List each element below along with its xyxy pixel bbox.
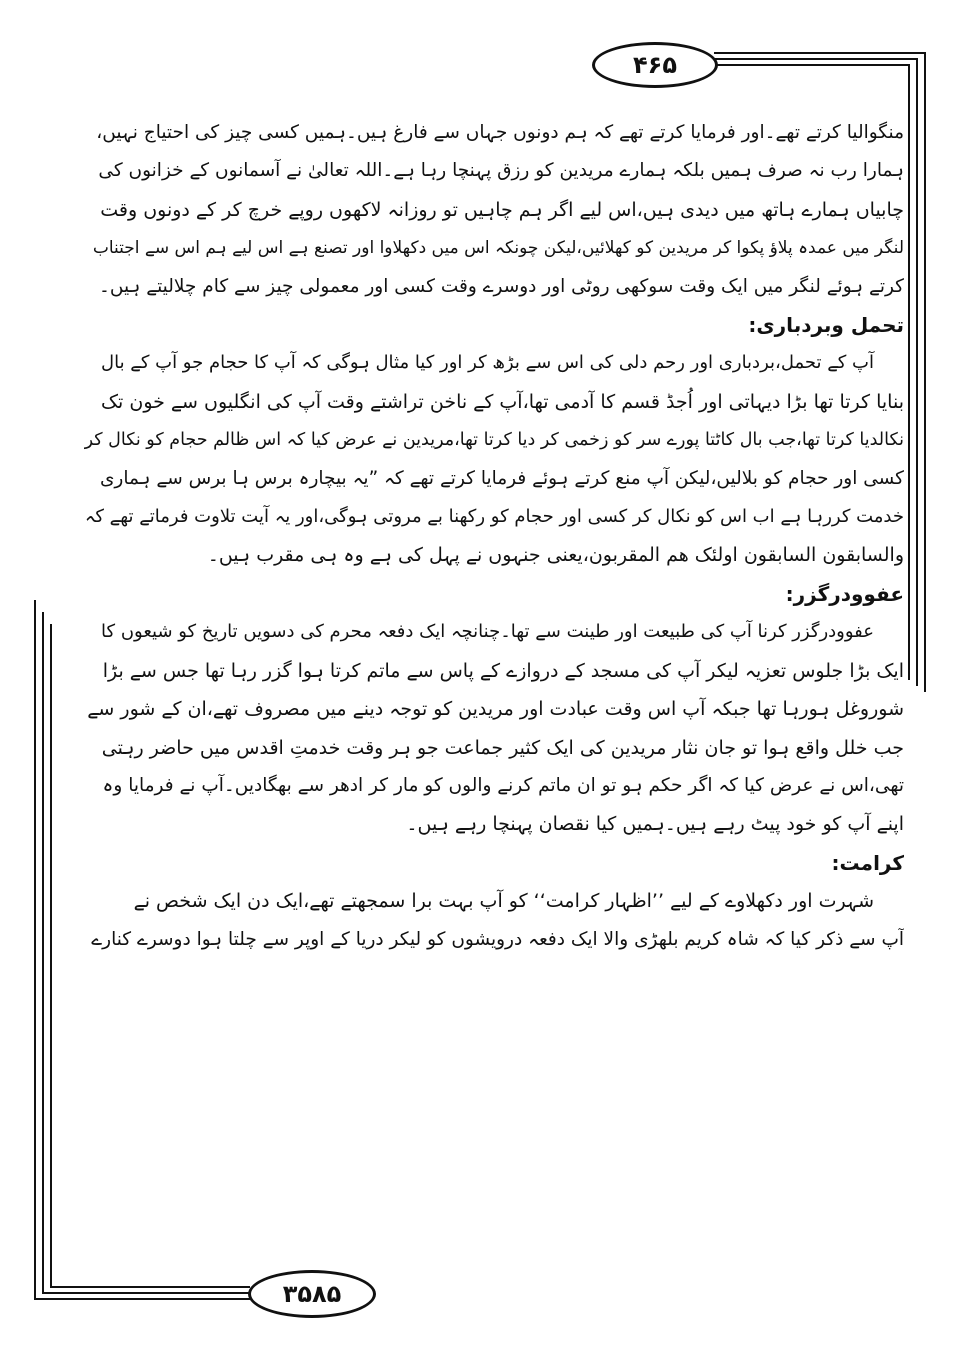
text-line: شوروغل ہورہا تھا جبکہ آپ اس وقت عبادت اور مریدین کو توجہ دینے میں مصروف تھے،ان کے شور سے xyxy=(87,698,904,721)
section-heading: تحمل وبردباری: xyxy=(748,313,904,338)
text-line: ایک بڑا جلوس تعزیہ لیکر آپ کی مسجد کے دروازے کے پاس سے ماتم کرتا ہوا گزر رہا تھا جس سے بڑا xyxy=(102,659,904,682)
top-page-number: ۴۶۵ xyxy=(592,42,718,88)
text-line: جب خلل واقع ہوا تو جان نثار مریدین کی ایک کثیر جماعت جو ہر وقت خدمتِ اقدس میں حاضر رہتی xyxy=(101,736,904,759)
frame-top-line-1 xyxy=(714,52,926,54)
paragraph xyxy=(84,882,904,959)
text-line: نکالدیا کرتا تھا،جب بال کاٹتا پورے سر کو زخمی کر دیا کرتا تھا،مریدین نے عرض کیا کہ اس ظالم حجام کو نکال کر xyxy=(84,430,904,451)
text-line: بنایا کرتا تھا بڑا دیہاتی اور اُجڈ قسم کا آدمی تھا،آپ کے ناخن تراشتے وقت آپ کی انگلیوں سے خون تک xyxy=(101,390,904,413)
frame-left-line-3 xyxy=(50,624,52,1288)
text-line: عفوودرگزر کرنا آپ کی طبیعت اور طینت سے تھا۔چنانچہ ایک دفعہ محرم کی دسویں تاریخ کو شیعوں کا xyxy=(101,621,874,643)
text-line: چابیاں ہمارے ہاتھ میں دیدی ہیں،اس لیے اگر ہم چاہیں تو روزانہ لاکھوں روپے خرچ کر کے دونوں وقت xyxy=(100,198,904,221)
paragraph xyxy=(84,344,904,574)
text-line: آپ سے ذکر کیا کہ شاہ کریم بلھڑی والا ایک دفعہ درویشوں کو لیکر دریا کے اوپر سے چلتا ہوا دوسرے کنارے xyxy=(91,928,904,950)
frame-top-line-3 xyxy=(714,64,910,66)
text-line: کرتے ہوئے لنگر میں ایک وقت سوکھی روٹی اور دوسرے وقت کسی اور معمولی چیز سے کام چلالیتے ہیں۔ xyxy=(99,275,904,297)
text-line: شہرت اور دکھلاوے کے لیے ’’اظہار کرامت‘‘ کو آپ بہت برا سمجھتے تھے،ایک دن ایک شخص نے xyxy=(133,890,874,913)
text-line: تھی،اس نے عرض کیا کہ اگر حکم ہو تو ان ماتم کرنے والوں کو مار کر ادھر سے بھگادیں۔آپ نے فرمایا وہ xyxy=(102,774,904,796)
text-line: والسابقون السابقون اولئک هم المقربون،یعنی جنہوں نے پہل کی ہے وہ ہی مقرب ہیں۔ xyxy=(207,544,904,567)
section-heading: عفوودرگزر: xyxy=(785,581,904,606)
text-line: ہمارا رب نہ صرف ہمیں بلکہ ہمارے مریدین کو رزق پہنچا رہا ہے۔اللہ تعالیٰ نے آسمانوں کے خزانوں کی xyxy=(98,160,904,182)
text-line: آپ کے تحمل،بردباری اور رحم دلی کی اس سے بڑھ کر اور کیا مثال ہوگی کہ آپ کا حجام جو آپ کے بال xyxy=(101,352,874,374)
text-line: منگوالیا کرتے تھے۔اور فرمایا کرتے تھے کہ ہم دونوں جہاں سے فارغ ہیں۔ہمیں کسی چیز کی احتیاج نہیں، xyxy=(96,122,904,143)
frame-bottom-line-1 xyxy=(34,1298,250,1300)
frame-right-line-1 xyxy=(924,52,926,692)
text-line: خدمت کررہا ہے اب اس کو نکال کر کسی اور حجام کو رکھنا بے مروتی ہوگی،اور یہ آیت تلاوت فرماتے تھے کہ xyxy=(84,506,904,528)
section-heading: کرامت: xyxy=(831,850,904,875)
frame-bottom-line-2 xyxy=(42,1292,250,1294)
frame-top-line-2 xyxy=(714,58,918,60)
paragraph xyxy=(84,114,904,306)
paragraph xyxy=(84,613,904,843)
page-body xyxy=(84,114,904,959)
frame-right-line-3 xyxy=(908,64,910,680)
frame-left-line-1 xyxy=(34,600,36,1300)
frame-right-line-2 xyxy=(916,58,918,686)
text-line: لنگر میں عمدہ پلاؤ پکوا کر مریدین کو کھلائیں،لیکن چونکہ اس میں دکھلاوا اور تصنع ہے اس لیے ہم اس سے اجتناب xyxy=(92,238,904,259)
text-line: کسی اور حجام کو بلالیں،لیکن آپ منع کرتے ہوئے فرمایا کرتے تھے کہ ”یہ بیچارہ برس ہا برس سے ہماری xyxy=(99,467,904,489)
frame-bottom-line-3 xyxy=(50,1286,250,1288)
text-line: اپنے آپ کو خود پیٹ رہے ہیں۔ہمیں کیا نقصان پہنچا رہے ہیں۔ xyxy=(406,813,904,836)
frame-left-line-2 xyxy=(42,612,44,1294)
bottom-page-number: ۳۵۸۵ xyxy=(248,1270,376,1318)
